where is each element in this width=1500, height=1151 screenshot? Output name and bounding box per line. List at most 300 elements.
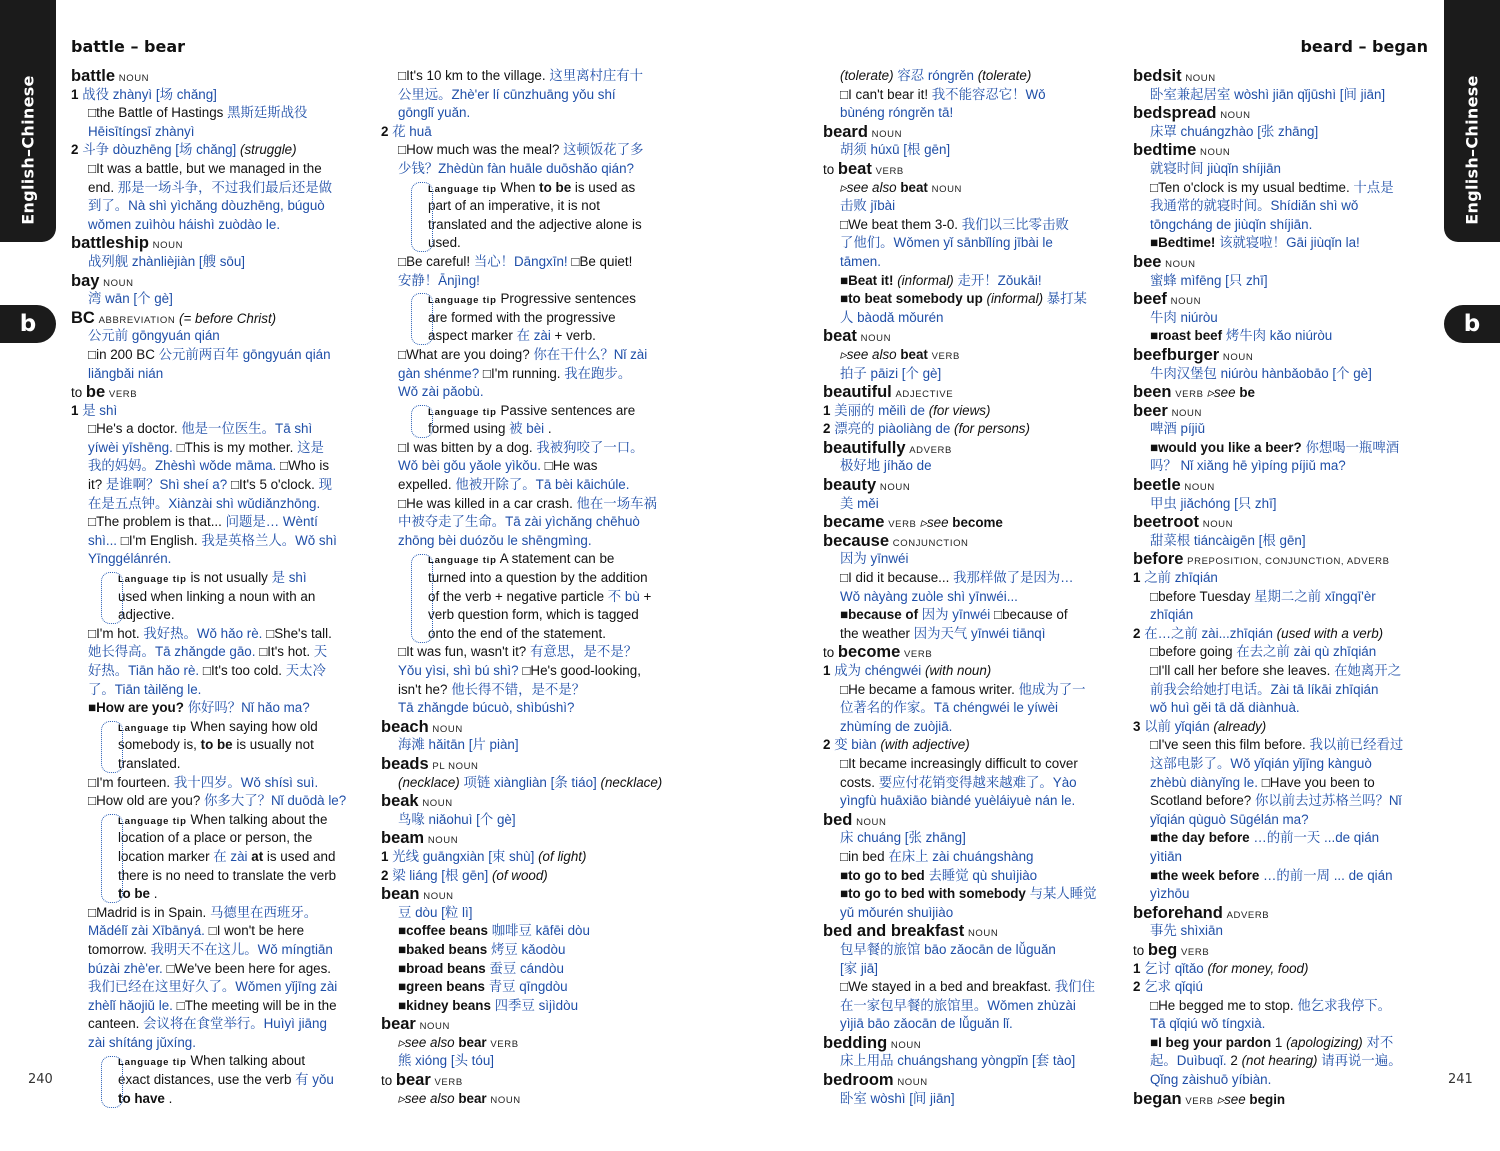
part-of-speech: NOUN [1200,147,1231,159]
example-chinese: 当心！Dāngxīn! [473,253,568,269]
entry-line [1133,588,1403,607]
phrase: ■because of [840,607,919,623]
entry-line [71,216,346,235]
entry-line [1133,718,1403,737]
dictionary-entry [823,476,1097,495]
entry-line [1133,160,1403,179]
example-chinese: [家 jiā] [840,960,878,976]
entry-line [71,439,346,458]
dictionary-entry [823,811,1097,830]
headword: before [1133,550,1184,569]
example-chinese: 公元前 gōngyuán qián [88,328,220,344]
headword: beard [823,122,868,141]
example-chinese: 床 chuáng [张 zhāng] [840,830,966,846]
example-chinese: tōngcháng de jiùqǐn shíjiān. [1150,216,1313,232]
headword: bear [381,1015,416,1034]
part-of-speech: NOUN [879,482,911,494]
part-of-speech: NOUN [427,835,459,847]
example-chinese: 床罩 chuángzhào [张 zhāng] [1150,123,1319,139]
entry-line [381,662,662,681]
example-chinese: 我明天不在这儿。Wǒ míngtiān [150,941,333,957]
part-of-speech: PREPOSITION, CONJUNCTION, ADVERB [1187,556,1390,568]
entry-line [823,997,1097,1016]
tip-text: is used and [266,848,336,864]
example-chinese: yǐqián qùguò Sūgélán ma? [1150,811,1309,827]
entry-line [71,997,346,1016]
part-of-speech: CONJUNCTION [892,537,969,549]
running-head-right: beard – began [1300,37,1428,56]
entry-line [1133,234,1403,253]
usage-note: (used with a verb) [1276,625,1384,641]
tip-text: . [547,421,552,437]
headword-prefix: to [1133,942,1145,958]
entry-line [381,365,662,384]
dictionary-entry [381,792,662,811]
example-english: □in 200 BC [88,346,155,362]
example-chinese: 湾 wān [个 gè] [88,291,173,307]
entry-line [381,383,662,402]
entry-line [1133,1034,1403,1053]
example-chinese: 是谁啊？Shì sheí a? [105,477,228,493]
example-chinese: 人 bàodǎ mǒurén [840,309,944,325]
entry-line [823,346,1097,365]
entry-line [823,960,1097,979]
part-of-speech: VERB [490,1038,519,1050]
entry-line [1133,662,1403,681]
headword-prefix: to [823,161,835,177]
phrase: ■I beg your pardon [1150,1034,1272,1050]
example-english: □How much was the meal? [398,142,560,158]
part-of-speech: NOUN [103,277,134,289]
example-chinese: liǎngbǎi nián [88,365,164,381]
entry-line [381,253,662,272]
tip-text: translated. [118,755,181,771]
entry-line [71,1034,346,1053]
entry-line [381,141,662,160]
example-chinese: 暴打某 [1046,291,1087,307]
part-of-speech: NOUN [1171,407,1202,419]
example-english: □We stayed in a bed and breakfast. [840,979,1052,995]
example-chinese: Tā qǐqiú wǒ tíngxià. [1150,1016,1266,1032]
example-english: □It's 10 km to the village. [398,68,546,83]
translation: 以前 yǐqián [1144,718,1210,734]
translation: 变 biàn [834,737,877,753]
example-chinese: 拍子 pāizi [个 gè] [840,365,942,381]
sense-number: 3 [1133,718,1141,734]
entry-line [381,495,662,514]
phrase: ■broad beans [398,960,486,976]
example-chinese: zhōng bèi duózǒu le shēngmìng. [398,532,592,548]
language-tip-label: Language tip [428,183,497,195]
entry-line [71,179,346,198]
entry-line [1133,625,1403,644]
tip-keyword: to have [118,1090,165,1106]
example-chinese: 因为 yīnwéi [840,551,909,567]
entry-line [823,681,1097,700]
usage-note: (apologizing) [1286,1034,1363,1050]
translation: 光线 guāngxiàn [束 shù] [392,848,535,864]
example-english: costs. [840,774,875,790]
example-english: □It's too cold. [202,663,282,678]
sense-number: 1 [823,663,831,678]
dictionary-entry [381,718,662,737]
example-chinese: 在去之前 zài qù zhīqián [1236,644,1377,660]
entry-line [823,606,1097,625]
part-of-speech: NOUN [1165,258,1196,270]
example-chinese: 因为 yīnwéi [921,607,991,623]
entry-line [1133,885,1403,904]
tip-text: used when linking a noun with an [118,588,316,604]
example-chinese: búzài zhè'er. [88,960,163,976]
headword: beefburger [1133,345,1220,364]
entry-line [381,904,662,923]
headword: bed [823,810,853,829]
language-tip-box [411,554,433,643]
part-of-speech: VERB [931,350,960,362]
example-english: □Ten o'clock is my usual bedtime. [1150,179,1350,195]
entry-line [381,272,662,291]
example-english: □Have you been to [1261,774,1375,790]
entry-line [71,290,346,309]
part-of-speech: NOUN [856,816,887,828]
tip-text: turned into a question by the addition [428,570,648,586]
usage-note: (tolerate) [840,68,894,83]
headword: beat [837,159,872,178]
example-chinese: 事先 shìxiān [1150,923,1223,939]
entry-line [1133,978,1403,997]
entry-line [381,1034,662,1053]
cross-ref-word: bear [458,1034,487,1050]
gloss-note: (= before Christ) [179,310,277,326]
cross-ref-marker: ▹see [1207,385,1236,401]
example-chinese: 了他们。Wǒmen yǐ sānbǐlíng jībài le [840,235,1053,251]
entry-line [823,309,1097,328]
example-chinese: 这是 [297,439,324,455]
example-chinese: 烤豆 kǎodòu [490,941,566,957]
entry-line [71,681,346,700]
entry-line [71,327,346,346]
example-english: □The problem is that... [88,514,222,530]
entry-line [823,141,1097,160]
example-chinese: 请再说一遍。 [1321,1053,1402,1069]
letter-tab-right: b [1444,305,1500,343]
entry-line [823,550,1097,569]
headword: beak [381,792,419,811]
entry-line [1133,1015,1403,1034]
headword: bear [395,1071,431,1090]
example-chinese: 我那样做了是因为… [953,570,1074,586]
entry-line [1133,272,1403,291]
example-chinese: 星期二之前 xīngqī'èr [1254,588,1376,604]
part-of-speech: VERB [434,1077,463,1089]
dictionary-entry [823,922,1097,941]
cross-ref-word: be [1239,385,1255,401]
part-of-speech: NOUN [422,798,453,810]
example-chinese: 你好吗？Nǐ hǎo ma? [187,700,310,716]
example-english: □before Tuesday [1150,588,1251,604]
example-chinese: 天太冷 [285,663,326,678]
example-chinese: 了。Tiān tàilěng le. [88,681,202,697]
entry-line [381,1052,662,1071]
tip-text: is not usually [190,570,268,586]
dictionary-entry [1133,290,1403,309]
example-english: □before going [1150,644,1233,660]
entry-line [823,290,1097,309]
entry-line [381,1090,662,1109]
entry-line [71,197,346,216]
translation: 美丽的 měilì de [834,402,925,418]
example-chinese: …的前一周 ... de qián [1263,867,1393,883]
entry-line [381,681,662,700]
tip-text: formed using [428,421,506,437]
example-chinese: tāmen. [840,253,881,269]
entry-line [823,402,1097,421]
example-chinese: zhèbù diànyǐng le. [1150,774,1258,790]
tip-chinese: 不 bù [607,588,640,604]
example-english: □The meeting will be in the [176,997,337,1013]
entry-line [381,997,662,1016]
language-tip-box [411,405,433,438]
example-chinese: 那是一场斗争，不过我们最后还是做 [117,179,333,195]
example-chinese: 我的妈妈。Zhèshì wǒde māma. [88,458,277,474]
entry-line [823,699,1097,718]
phrase: ■kidney beans [398,997,491,1013]
example-chinese: 牛肉汉堡包 niúròu hànbǎobāo [个 gè] [1150,365,1372,381]
entry-line [381,811,662,830]
entry-line [381,86,662,105]
side-tab-label: English–Chinese [1462,75,1482,225]
example-english: □I'll call her before she leaves. [1150,663,1331,678]
dictionary-entry [71,383,346,402]
entry-line [71,513,346,532]
tip-text: there is no need to translate the verb [118,867,337,883]
entry-line [71,495,346,514]
entry-line [823,736,1097,755]
example-chinese: 要应付花销变得越来越难了。Yào [878,774,1077,790]
part-of-speech: NOUN [871,128,903,140]
entry-line [823,457,1097,476]
language-tip-box [411,293,433,345]
example-english: 1 [1274,1034,1283,1050]
entry-line [1133,681,1403,700]
tip-text: aspect marker [428,328,513,344]
headword: beach [381,717,429,736]
example-english: □He was [544,458,598,474]
entry-line [1133,699,1403,718]
example-chinese: zài shítáng jǔxíng. [88,1034,196,1050]
usage-note: (informal) [986,291,1044,307]
language-tip-label: Language tip [118,574,187,586]
entry-line [381,160,662,179]
headword: bedspread [1133,104,1217,123]
part-of-speech: ABBREVIATION [98,314,176,326]
example-english: □It was a battle, but we managed in the [88,160,322,176]
phrase: ■to beat somebody up [840,291,983,307]
entry-line [1133,811,1403,830]
example-chinese: zhèlǐ hǎojiǔ le. [88,997,173,1013]
example-chinese: yìjiā bāo zǎocān de lǚguǎn lǐ. [840,1016,1013,1032]
example-english: □the Battle of Hastings [88,105,224,121]
example-chinese: 卧室兼起居室 wòshì jiān qǐjūshì [间 jiān] [1150,86,1386,102]
usage-note: (tolerate) [977,68,1032,83]
example-chinese: 甜菜根 tiáncàigēn [根 gēn] [1150,532,1306,548]
example-english: 2 [1230,1053,1238,1069]
cross-ref-marker: ▹see also [398,1090,455,1106]
headword: bedding [823,1033,888,1052]
part-of-speech: VERB [1180,946,1210,958]
entry-line [71,1015,346,1034]
headword: bean [381,885,420,904]
example-chinese: 会议将在食堂举行。Huìyì jiāng [143,1016,327,1032]
example-english: □I've seen this film before. [1150,737,1306,753]
example-chinese: 因为天气 yīnwéi tiānqì [913,625,1046,641]
entry-line [71,123,346,142]
example-english: expelled. [398,477,452,493]
entry-line [1133,774,1403,793]
dictionary-entry [381,885,662,904]
dictionary-entry [71,67,346,86]
dictionary-entry [823,439,1097,458]
entry-line [381,867,662,886]
phrase: ■the day before [1150,830,1250,846]
dictionary-entry [1133,904,1403,923]
tip-text: Passive sentences are [500,402,636,418]
example-chinese: 我们以三比零击败 [961,216,1069,232]
entry-line [71,141,346,160]
example-chinese: yǔ mǒurén shuìjiào [840,904,954,920]
example-chinese: 你在干什么？Nǐ zài [533,346,648,362]
tip-text: location of a place or person, the [118,830,313,846]
tip-text: are formed with the progressive [428,309,616,325]
dictionary-entry [1133,383,1403,402]
entry-line [71,550,346,569]
example-chinese: 四季豆 sìjìdòu [494,997,579,1013]
entry-line [823,774,1097,793]
example-english: □in bed [840,848,885,864]
dictionary-entry [1133,402,1403,421]
dictionary-entry [71,272,346,291]
tip-text: When talking about [190,1053,306,1069]
headword: beat [823,327,857,346]
usage-note: (necklace) [600,774,663,790]
cross-ref-marker: ▹see [920,515,949,531]
cross-ref-word: bear [458,1090,487,1106]
tip-text: When talking about the [190,811,328,827]
usage-note: (with noun) [925,663,992,678]
example-chinese: 他乞求我停下。 [1297,997,1392,1013]
entry-line [381,439,662,458]
part-of-speech: NOUN [490,1094,521,1106]
entry-line [381,457,662,476]
tip-text: used. [428,235,461,251]
headword: beauty [823,476,877,495]
tip-text: A statement can be [499,551,615,567]
dictionary-entry [823,383,1097,402]
entry-line [823,588,1097,607]
dictionary-entry [823,1071,1097,1090]
entry-line [823,867,1097,886]
example-english: □He became a famous writer. [840,681,1015,697]
entry-line [71,402,346,421]
entry-line [381,978,662,997]
usage-note: (for money, food) [1207,960,1309,976]
dictionary-entry [823,123,1097,142]
example-chinese: 蜜蜂 mìfēng [只 zhī] [1150,272,1268,288]
example-chinese: 在她离开之 [1334,663,1402,678]
part-of-speech: NOUN [897,1077,928,1089]
translation: 乞求 qǐqiú [1144,979,1203,995]
entry-line [71,643,346,662]
example-chinese: 你以前去过苏格兰吗？Nǐ [1254,793,1402,809]
entry-line [71,941,346,960]
example-chinese: yìtiān [1150,848,1183,864]
headword: beads [381,754,429,773]
example-english: □I was bitten by a dog. [398,439,533,455]
headword: bed and breakfast [823,922,965,941]
example-english: □I'm running. [482,365,561,381]
tip-chinese: 在 zài [516,328,551,344]
entry-line [823,569,1097,588]
cross-ref-marker: ▹see also [840,346,897,362]
example-english: □I won't be here [208,923,305,939]
example-chinese: 海滩 hǎitān [片 piàn] [398,737,519,753]
example-chinese: 在是五点钟。Xiànzài shì wǔdiǎnzhōng. [88,495,321,511]
entry-line [823,941,1097,960]
part-of-speech: ADJECTIVE [895,389,954,401]
entry-line [1133,867,1403,886]
headword: bedsit [1133,67,1182,85]
example-chinese: 十点是 [1353,179,1394,195]
part-of-speech: NOUN [432,723,463,735]
example-chinese: 我在跑步。 [564,365,632,381]
translation: 乞讨 qǐtǎo [1144,960,1204,976]
dictionary-entry [1133,67,1403,86]
translation: 斗争 dòuzhēng [场 chǎng] [82,142,237,158]
dictionary-entry [823,643,1097,662]
language-tip-box [411,182,433,252]
example-chinese: gàn shénme? [398,365,480,381]
dictionary-column-4 [1133,67,1403,1108]
headword-prefix: to [823,645,835,661]
example-chinese: 牛肉 niúròu [1150,309,1218,325]
dictionary-entry [823,513,1097,532]
entry-line [823,216,1097,235]
example-english: end. [88,179,115,195]
phrase: ■to go to bed with somebody [840,886,1026,902]
entry-line [381,736,662,755]
language-tip-label: Language tip [118,1057,187,1069]
example-chinese: 他是一位医生。Tā shì [181,421,313,437]
example-chinese: 战列舰 zhànlièjiàn [艘 sōu] [88,253,246,269]
sense-number: 2 [823,421,831,437]
entry-line [381,513,662,532]
example-english: □He's good-looking, [522,663,641,678]
example-chinese: 在一家包早餐的旅馆里。Wǒmen zhùzài [840,997,1076,1013]
example-chinese: yíwèi yīshēng. [88,439,173,455]
example-chinese: 蚕豆 cándòu [489,960,564,976]
part-of-speech: NOUN [423,891,454,903]
part-of-speech: NOUN [1202,519,1234,531]
translation: 成为 chéngwéi [834,663,922,678]
example-chinese: 我是英格兰人。Wǒ shì [201,532,337,548]
part-of-speech: VERB [1175,389,1204,401]
dictionary-entry [71,234,346,253]
example-chinese: 吗？ Nǐ xiǎng hē yìpíng píjiǔ ma? [1150,458,1346,474]
tip-text: part of an imperative, it is not [428,198,600,214]
entry-line [381,643,662,662]
letter-tab-left: b [0,305,56,343]
usage-note: (not hearing) [1241,1053,1318,1069]
